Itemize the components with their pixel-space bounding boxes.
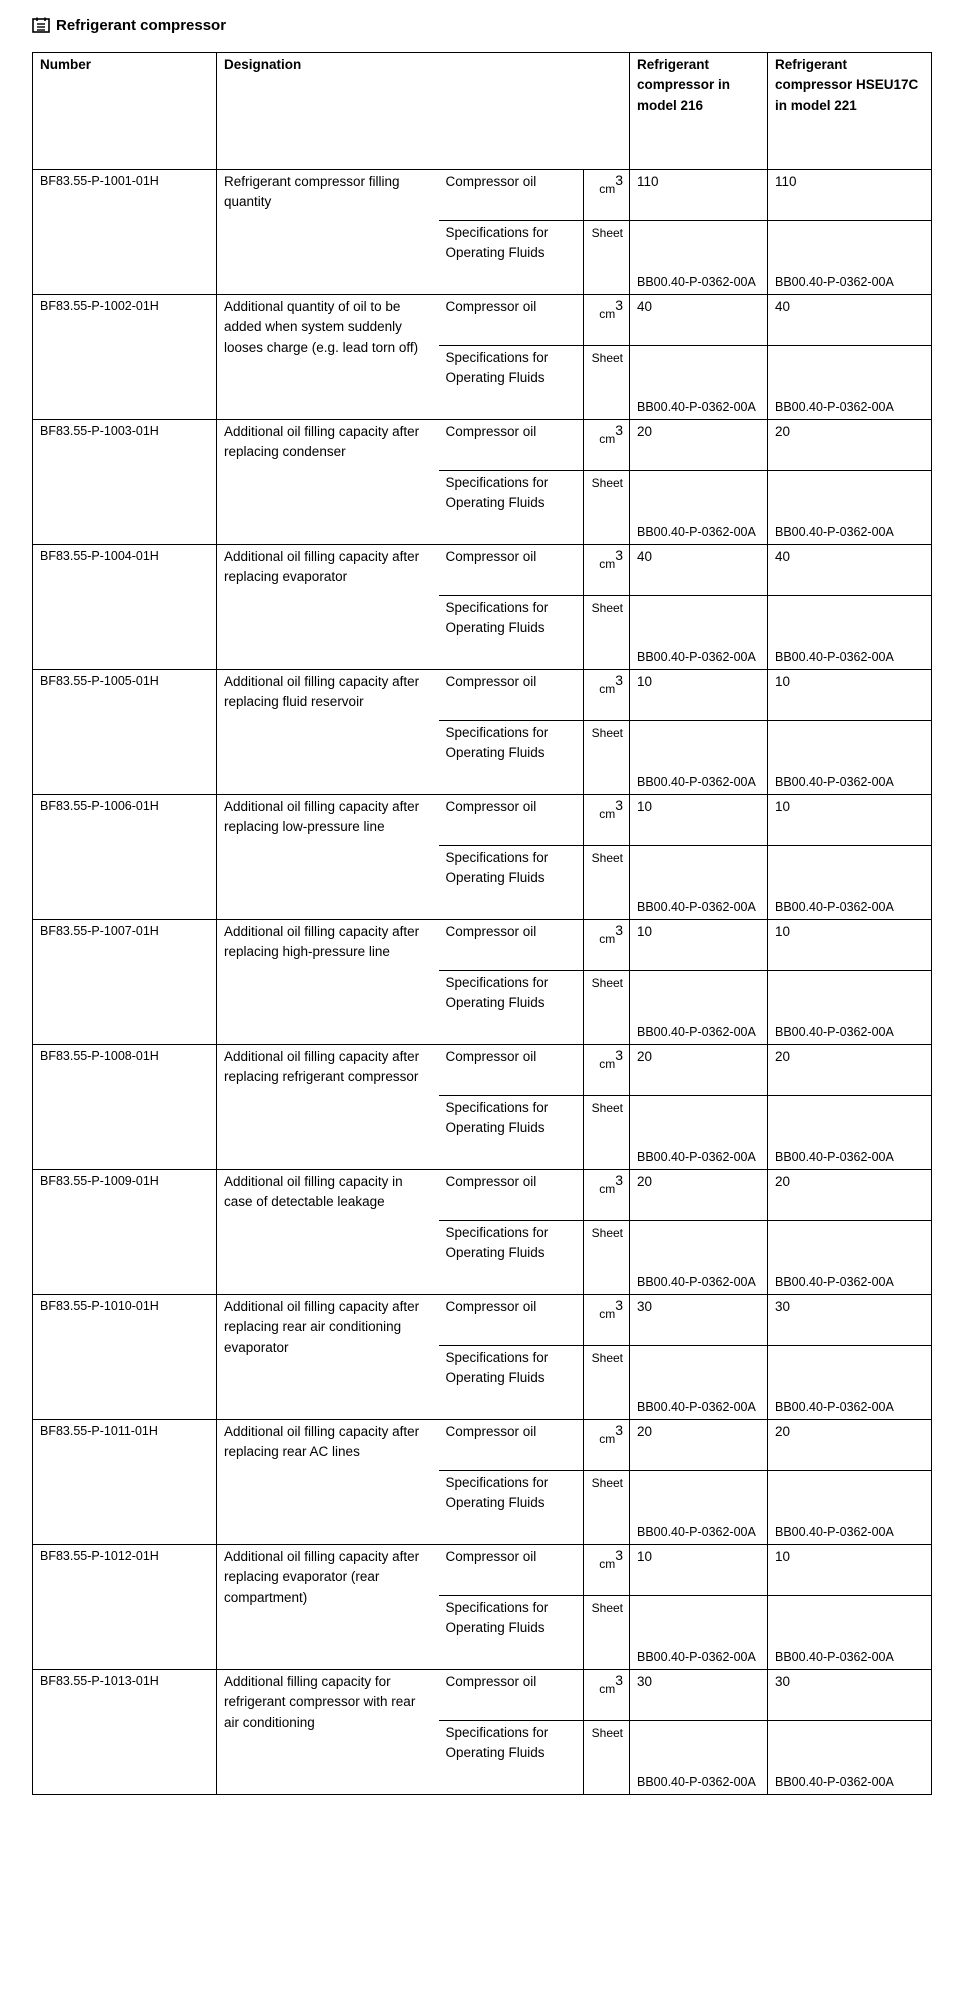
row-spec-label: Specifications for Operating Fluids xyxy=(439,221,584,295)
row-designation: Refrigerant compressor filling quantity xyxy=(217,170,439,295)
row-value-221: 20 xyxy=(768,1420,932,1471)
row-ref-216-link[interactable]: BB00.40-P-0362-00A xyxy=(630,846,768,920)
row-designation: Additional oil filling capacity after replacing fluid reservoir xyxy=(217,670,439,795)
page-title-text: Refrigerant compressor xyxy=(56,16,227,34)
row-number: BF83.55-P-1013-01H xyxy=(33,1670,217,1795)
row-value-216: 10 xyxy=(630,795,768,846)
row-spec-unit: Sheet xyxy=(584,596,630,670)
row-value-216: 110 xyxy=(630,170,768,221)
row-unit: cm3 xyxy=(584,795,630,846)
row-value-216: 30 xyxy=(630,1295,768,1346)
row-spec-unit: Sheet xyxy=(584,221,630,295)
row-value-221: 10 xyxy=(768,920,932,971)
row-spec-label: Specifications for Operating Fluids xyxy=(439,721,584,795)
table-row-value xyxy=(33,920,932,971)
row-property-label: Compressor oil xyxy=(439,545,584,596)
row-designation: Additional oil filling capacity after replacing low-pressure line xyxy=(217,795,439,920)
row-ref-221-link[interactable]: BB00.40-P-0362-00A xyxy=(768,1471,932,1545)
row-value-216: 10 xyxy=(630,1545,768,1596)
row-unit: cm3 xyxy=(584,1670,630,1721)
row-designation: Additional oil filling capacity after replacing high-pressure line xyxy=(217,920,439,1045)
row-value-221: 110 xyxy=(768,170,932,221)
row-value-221: 30 xyxy=(768,1670,932,1721)
row-unit: cm3 xyxy=(584,1045,630,1096)
row-ref-221-link[interactable]: BB00.40-P-0362-00A xyxy=(768,971,932,1045)
table-row-value xyxy=(33,1420,932,1471)
row-ref-216-link[interactable]: BB00.40-P-0362-00A xyxy=(630,596,768,670)
row-unit: cm3 xyxy=(584,670,630,721)
row-number: BF83.55-P-1010-01H xyxy=(33,1295,217,1420)
row-value-221: 20 xyxy=(768,420,932,471)
header-number: Number xyxy=(33,53,217,170)
row-property-label: Compressor oil xyxy=(439,1545,584,1596)
row-spec-unit: Sheet xyxy=(584,1096,630,1170)
row-spec-unit: Sheet xyxy=(584,1596,630,1670)
row-unit: cm3 xyxy=(584,1295,630,1346)
row-property-label: Compressor oil xyxy=(439,295,584,346)
row-value-216: 40 xyxy=(630,545,768,596)
row-value-221: 40 xyxy=(768,295,932,346)
row-ref-221-link[interactable]: BB00.40-P-0362-00A xyxy=(768,846,932,920)
table-row-value xyxy=(33,170,932,221)
row-ref-216-link[interactable]: BB00.40-P-0362-00A xyxy=(630,471,768,545)
row-ref-221-link[interactable]: BB00.40-P-0362-00A xyxy=(768,1096,932,1170)
row-number: BF83.55-P-1011-01H xyxy=(33,1420,217,1545)
table-row-value xyxy=(33,295,932,346)
row-spec-label: Specifications for Operating Fluids xyxy=(439,471,584,545)
table-row-value xyxy=(33,795,932,846)
row-number: BF83.55-P-1003-01H xyxy=(33,420,217,545)
row-number: BF83.55-P-1005-01H xyxy=(33,670,217,795)
row-value-216: 10 xyxy=(630,920,768,971)
header-designation: Designation xyxy=(217,53,630,170)
row-value-216: 30 xyxy=(630,1670,768,1721)
row-ref-216-link[interactable]: BB00.40-P-0362-00A xyxy=(630,1471,768,1545)
row-ref-221-link[interactable]: BB00.40-P-0362-00A xyxy=(768,1721,932,1795)
row-value-221: 30 xyxy=(768,1295,932,1346)
row-unit: cm3 xyxy=(584,170,630,221)
row-spec-label: Specifications for Operating Fluids xyxy=(439,846,584,920)
table-header-row xyxy=(33,53,932,170)
row-value-216: 10 xyxy=(630,670,768,721)
row-value-221: 20 xyxy=(768,1170,932,1221)
row-spec-label: Specifications for Operating Fluids xyxy=(439,1096,584,1170)
row-property-label: Compressor oil xyxy=(439,1170,584,1221)
row-designation: Additional filling capacity for refrigerant compressor with rear air conditioning xyxy=(217,1670,439,1795)
row-number: BF83.55-P-1001-01H xyxy=(33,170,217,295)
row-spec-unit: Sheet xyxy=(584,1471,630,1545)
row-property-label: Compressor oil xyxy=(439,920,584,971)
row-ref-221-link[interactable]: BB00.40-P-0362-00A xyxy=(768,1596,932,1670)
header-model-221: Refrigerant compressor HSEU17C in model 221 xyxy=(768,53,932,170)
row-spec-unit: Sheet xyxy=(584,1721,630,1795)
header-model-216: Refrigerant compressor in model 216 xyxy=(630,53,768,170)
row-ref-216-link[interactable]: BB00.40-P-0362-00A xyxy=(630,1096,768,1170)
row-property-label: Compressor oil xyxy=(439,420,584,471)
row-value-221: 10 xyxy=(768,670,932,721)
row-property-label: Compressor oil xyxy=(439,670,584,721)
row-unit: cm3 xyxy=(584,1420,630,1471)
table-row-value xyxy=(33,420,932,471)
row-spec-unit: Sheet xyxy=(584,346,630,420)
row-unit: cm3 xyxy=(584,1545,630,1596)
table-row-value xyxy=(33,1170,932,1221)
page-title xyxy=(32,14,226,36)
row-ref-216-link[interactable]: BB00.40-P-0362-00A xyxy=(630,721,768,795)
row-ref-216-link[interactable]: BB00.40-P-0362-00A xyxy=(630,1596,768,1670)
row-ref-216-link[interactable]: BB00.40-P-0362-00A xyxy=(630,1221,768,1295)
row-designation: Additional oil filling capacity in case of detectable leakage xyxy=(217,1170,439,1295)
row-spec-unit: Sheet xyxy=(584,971,630,1045)
row-number: BF83.55-P-1009-01H xyxy=(33,1170,217,1295)
row-ref-221-link[interactable]: BB00.40-P-0362-00A xyxy=(768,1346,932,1420)
row-property-label: Compressor oil xyxy=(439,170,584,221)
table-row-value xyxy=(33,1045,932,1096)
row-value-221: 10 xyxy=(768,795,932,846)
row-unit: cm3 xyxy=(584,295,630,346)
row-value-221: 20 xyxy=(768,1045,932,1096)
table-body xyxy=(33,170,932,1795)
row-ref-216-link[interactable]: BB00.40-P-0362-00A xyxy=(630,346,768,420)
row-ref-216-link[interactable]: BB00.40-P-0362-00A xyxy=(630,971,768,1045)
row-property-label: Compressor oil xyxy=(439,1045,584,1096)
row-spec-label: Specifications for Operating Fluids xyxy=(439,1721,584,1795)
row-designation: Additional quantity of oil to be added when system suddenly looses charge (e.g. lead torn off) xyxy=(217,295,439,420)
row-spec-label: Specifications for Operating Fluids xyxy=(439,1346,584,1420)
table-row-value xyxy=(33,1295,932,1346)
row-spec-unit: Sheet xyxy=(584,1221,630,1295)
row-spec-label: Specifications for Operating Fluids xyxy=(439,596,584,670)
row-ref-221-link[interactable]: BB00.40-P-0362-00A xyxy=(768,221,932,295)
row-unit: cm3 xyxy=(584,920,630,971)
row-spec-label: Specifications for Operating Fluids xyxy=(439,1221,584,1295)
row-ref-221-link[interactable]: BB00.40-P-0362-00A xyxy=(768,346,932,420)
table-row-value xyxy=(33,1545,932,1596)
row-ref-221-link[interactable]: BB00.40-P-0362-00A xyxy=(768,721,932,795)
row-spec-label: Specifications for Operating Fluids xyxy=(439,1471,584,1545)
row-property-label: Compressor oil xyxy=(439,1670,584,1721)
row-ref-216-link[interactable]: BB00.40-P-0362-00A xyxy=(630,221,768,295)
row-ref-216-link[interactable]: BB00.40-P-0362-00A xyxy=(630,1346,768,1420)
row-number: BF83.55-P-1006-01H xyxy=(33,795,217,920)
row-property-label: Compressor oil xyxy=(439,795,584,846)
table-row-value xyxy=(33,1670,932,1721)
table-row-value xyxy=(33,545,932,596)
row-spec-label: Specifications for Operating Fluids xyxy=(439,1596,584,1670)
row-spec-unit: Sheet xyxy=(584,721,630,795)
document-list-icon xyxy=(32,17,50,33)
row-property-label: Compressor oil xyxy=(439,1295,584,1346)
row-spec-label: Specifications for Operating Fluids xyxy=(439,971,584,1045)
row-ref-221-link[interactable]: BB00.40-P-0362-00A xyxy=(768,471,932,545)
table-row-value xyxy=(33,670,932,721)
row-value-221: 10 xyxy=(768,1545,932,1596)
row-ref-221-link[interactable]: BB00.40-P-0362-00A xyxy=(768,1221,932,1295)
row-unit: cm3 xyxy=(584,545,630,596)
row-spec-unit: Sheet xyxy=(584,1346,630,1420)
row-value-216: 20 xyxy=(630,1420,768,1471)
row-value-216: 20 xyxy=(630,420,768,471)
row-designation: Additional oil filling capacity after replacing evaporator xyxy=(217,545,439,670)
row-designation: Additional oil filling capacity after replacing evaporator (rear compartment) xyxy=(217,1545,439,1670)
row-ref-216-link[interactable]: BB00.40-P-0362-00A xyxy=(630,1721,768,1795)
row-number: BF83.55-P-1002-01H xyxy=(33,295,217,420)
row-unit: cm3 xyxy=(584,420,630,471)
row-spec-unit: Sheet xyxy=(584,471,630,545)
row-number: BF83.55-P-1008-01H xyxy=(33,1045,217,1170)
row-designation: Additional oil filling capacity after replacing condenser xyxy=(217,420,439,545)
row-designation: Additional oil filling capacity after replacing rear air conditioning evaporator xyxy=(217,1295,439,1420)
row-value-221: 40 xyxy=(768,545,932,596)
row-designation: Additional oil filling capacity after replacing refrigerant compressor xyxy=(217,1045,439,1170)
row-designation: Additional oil filling capacity after replacing rear AC lines xyxy=(217,1420,439,1545)
row-spec-label: Specifications for Operating Fluids xyxy=(439,346,584,420)
row-spec-unit: Sheet xyxy=(584,846,630,920)
row-value-216: 20 xyxy=(630,1045,768,1096)
specification-table xyxy=(32,52,932,1795)
row-number: BF83.55-P-1007-01H xyxy=(33,920,217,1045)
row-property-label: Compressor oil xyxy=(439,1420,584,1471)
row-value-216: 20 xyxy=(630,1170,768,1221)
row-ref-221-link[interactable]: BB00.40-P-0362-00A xyxy=(768,596,932,670)
row-number: BF83.55-P-1004-01H xyxy=(33,545,217,670)
row-number: BF83.55-P-1012-01H xyxy=(33,1545,217,1670)
row-value-216: 40 xyxy=(630,295,768,346)
row-unit: cm3 xyxy=(584,1170,630,1221)
